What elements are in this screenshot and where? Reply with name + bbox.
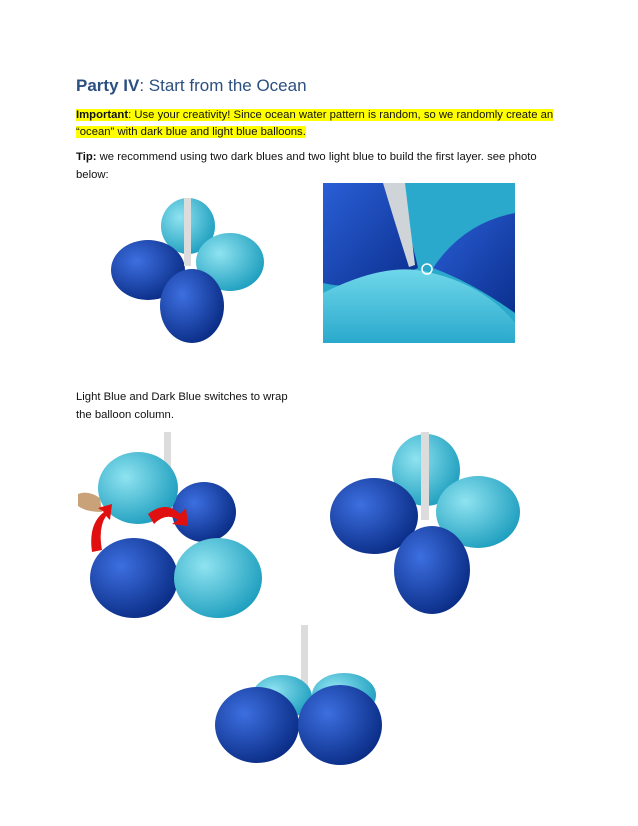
section-title-rest: : Start from the Ocean — [139, 76, 307, 95]
caption-text: Light Blue and Dark Blue switches to wrap the balloon column. — [76, 391, 288, 421]
balloon-closeup-photo — [323, 183, 515, 343]
balloon-cluster-photo-2 — [328, 430, 526, 620]
tip-note — [76, 148, 566, 184]
important-label: Important — [76, 109, 129, 121]
balloon-wrap-photo — [78, 432, 268, 627]
important-text: : Use your creativity! Since ocean water pattern is random, so we randomly create an “ocean” with dark blue and light blue balloons. — [76, 109, 554, 138]
balloon-column-photo — [212, 625, 387, 775]
important-note — [76, 107, 564, 141]
tip-text: we recommend using two dark blues and two light blue to build the first layer. see photo below: — [76, 151, 537, 181]
tip-label: Tip: — [76, 151, 97, 163]
section-title — [76, 76, 307, 96]
balloon-cluster-photo-1 — [108, 196, 268, 346]
section-title-bold: Party IV — [76, 76, 140, 95]
